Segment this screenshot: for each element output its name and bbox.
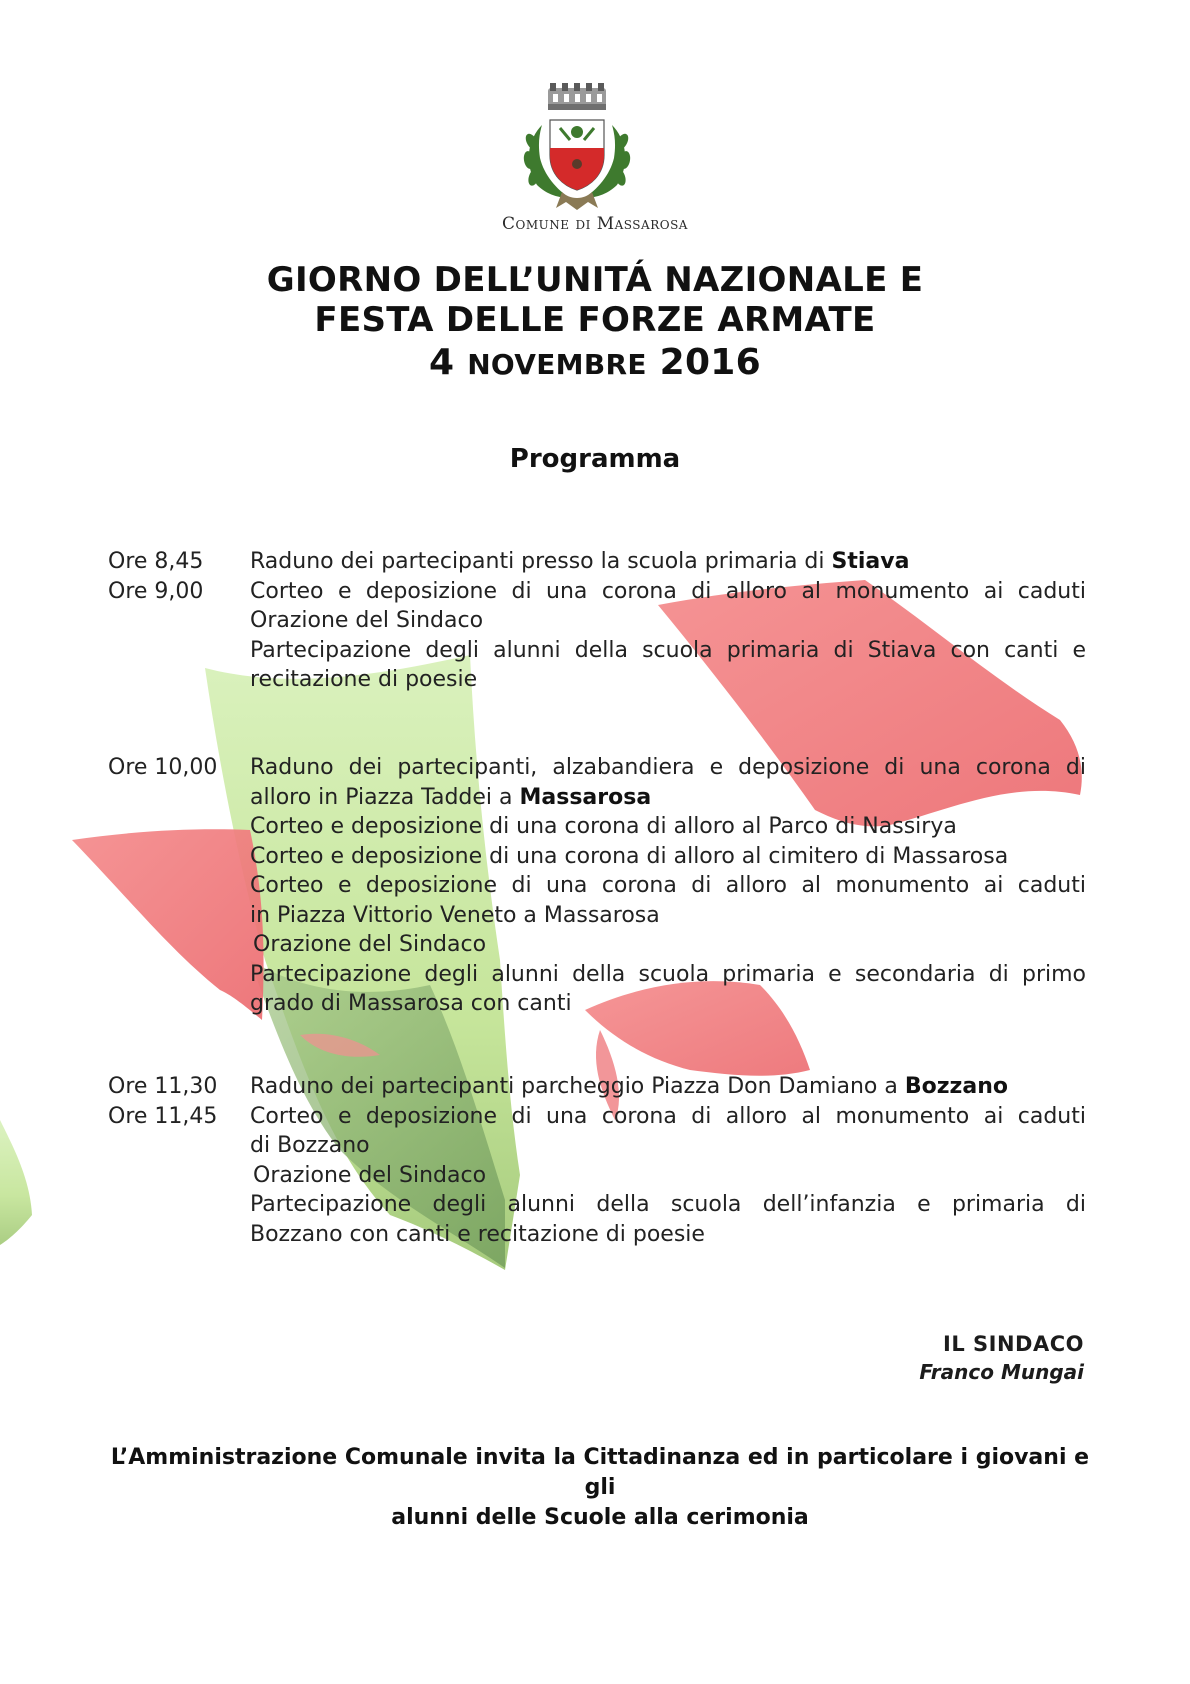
- description-column: [250, 753, 1086, 1019]
- invitation-footer: [110, 1443, 1090, 1533]
- time-column: [108, 753, 248, 783]
- program-line: grado di Massarosa con canti: [250, 991, 572, 1016]
- coat-of-arms-logo: [512, 80, 642, 215]
- program-line: Orazione del Sindaco: [253, 1162, 487, 1188]
- time-label: Ore 11,30: [108, 1074, 218, 1099]
- program-line: Partecipazione degli alunni della scuola primaria di Stiava con canti e: [250, 637, 1086, 663]
- shield-icon: [550, 120, 604, 190]
- ribbon-icon: [556, 192, 598, 210]
- title-year: 2016: [659, 342, 762, 383]
- location-name: Bozzano: [904, 1074, 1008, 1099]
- description-column: [250, 547, 1086, 695]
- program-line: [250, 547, 1086, 577]
- program-line: Corteo e deposizione di una corona di alloro al monumento ai caduti: [250, 873, 1086, 898]
- crown-icon: [548, 83, 606, 110]
- program-line: recitazione di poesie: [250, 667, 478, 692]
- location-name: Massarosa: [519, 784, 652, 810]
- time-label: Ore 9,00: [108, 578, 204, 604]
- signature-block: [919, 1330, 1084, 1386]
- program-line-text: Raduno dei partecipanti presso la scuola primaria di: [250, 549, 832, 574]
- program-line: Partecipazione degli alunni della scuola primaria e secondaria di primo: [250, 961, 1086, 987]
- program-line: Orazione del Sindaco: [253, 932, 487, 957]
- program-line: di Bozzano: [250, 1133, 370, 1158]
- signature-name: Franco Mungai: [919, 1360, 1084, 1384]
- program-line: Corteo e deposizione di una corona di alloro al Parco di Nassirya: [250, 814, 957, 839]
- signature-title: IL SINDACO: [943, 1332, 1084, 1356]
- program-line: in Piazza Vittorio Veneto a Massarosa: [250, 902, 660, 928]
- program-line: Bozzano con canti e recitazione di poesie: [250, 1221, 705, 1247]
- program-line: Corteo e deposizione di una corona di alloro al monumento ai caduti: [250, 578, 1086, 604]
- program-line: Raduno dei partecipanti, alzabandiera e deposizione di una corona di: [250, 755, 1086, 780]
- program-line: Orazione del Sindaco: [250, 608, 484, 633]
- title-month: NOVEMBRE: [467, 348, 647, 381]
- program-line-text: Raduno dei partecipanti parcheggio Piazza Don Damiano a: [250, 1074, 905, 1099]
- time-column: [108, 547, 248, 606]
- title-line-2: FESTA DELLE FORZE ARMATE: [314, 300, 876, 340]
- program-line-text: alloro in Piazza Taddei a: [250, 784, 520, 810]
- program-line: Partecipazione degli alunni della scuola dell’infanzia e primaria di: [250, 1192, 1086, 1217]
- program-line: [250, 1072, 1086, 1102]
- program-line: Corteo e deposizione di una corona di alloro al cimitero di Massarosa: [250, 843, 1009, 869]
- footer-line: alunni delle Scuole alla cerimonia: [391, 1505, 809, 1530]
- title-day: 4: [428, 342, 455, 383]
- time-label: Ore 8,45: [108, 549, 204, 574]
- location-name: Stiava: [831, 549, 910, 574]
- time-label: Ore 11,45: [108, 1103, 218, 1129]
- time-column: [108, 1072, 248, 1131]
- title-line-3: [0, 342, 1190, 383]
- program-heading: Programma: [509, 444, 681, 474]
- time-label: Ore 10,00: [108, 755, 218, 780]
- description-column: [250, 1072, 1086, 1249]
- municipality-name: Comune di Massarosa: [502, 214, 688, 234]
- title-line-1: GIORNO DELL’UNITÁ NAZIONALE E: [266, 260, 924, 300]
- program-line: Corteo e deposizione di una corona di alloro al monumento ai caduti: [250, 1103, 1086, 1129]
- footer-line: L’Amministrazione Comunale invita la Cittadinanza ed in particolare i giovani e gli: [110, 1445, 1090, 1500]
- program-line: [250, 783, 1086, 813]
